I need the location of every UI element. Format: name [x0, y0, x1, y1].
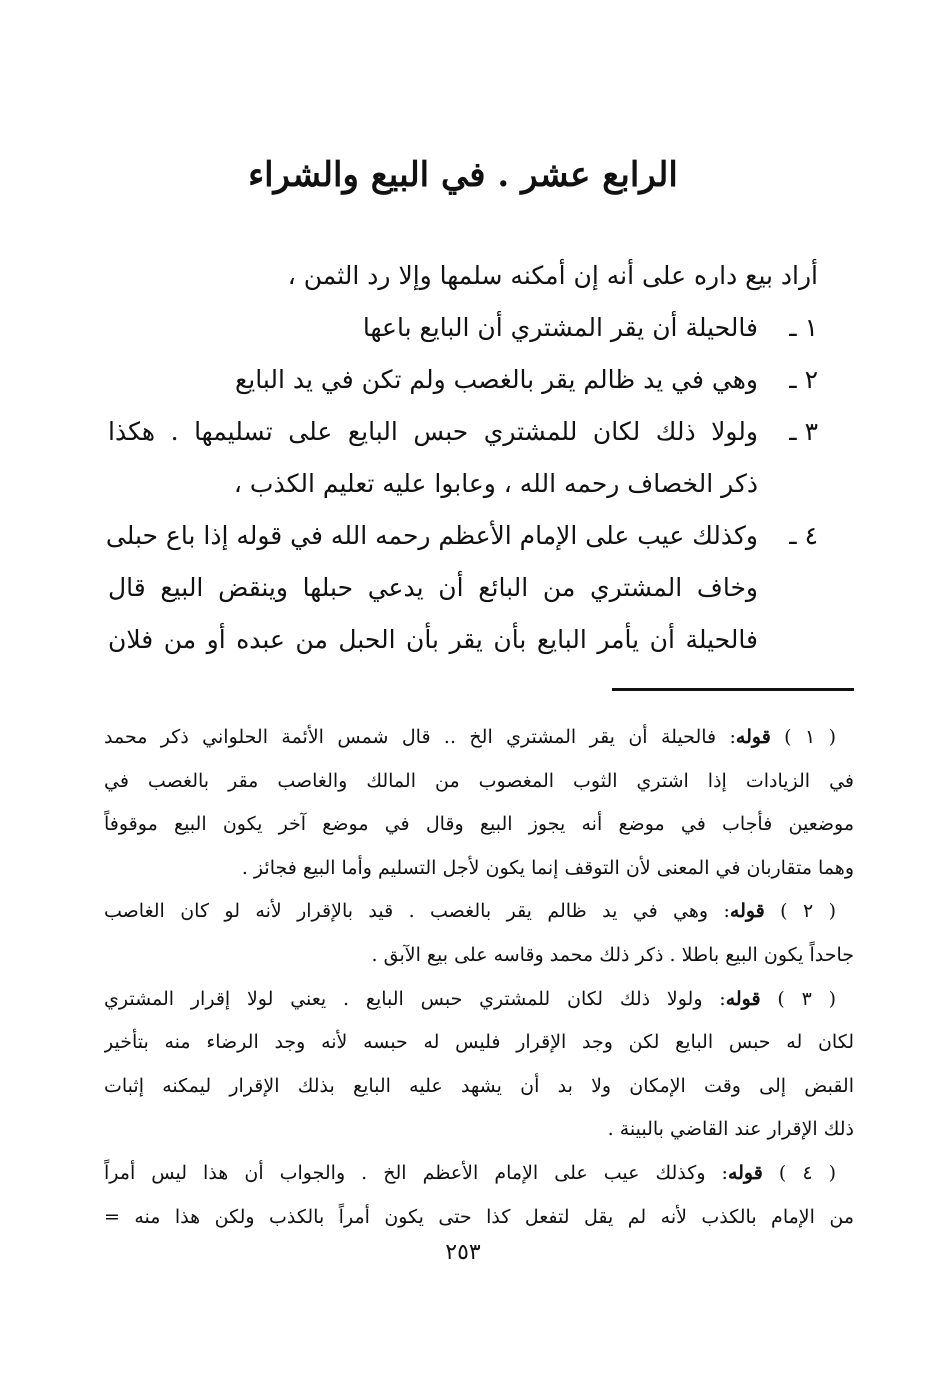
footnote-first-line [104, 978, 854, 1022]
footnote-line: جاحداً يكون البيع باطلا . ذكر ذلك محمد وقاسه على بيع الآبق . [371, 943, 854, 966]
footnote-number: ( ٣ ) [777, 987, 837, 1010]
footnote-label: قوله [727, 1161, 763, 1184]
footnote-label: قوله [735, 726, 771, 748]
footnote-first-line [104, 890, 854, 934]
item-line: فالحيلة أن يقر المشتري أن البايع باعها [362, 313, 758, 342]
list-item [105, 510, 818, 666]
footnote-line: لكان له حبس البايع لكن وجد الإقرار فليس له حبسه لأنه وجد الرضاء منه بتأخير [104, 1031, 854, 1054]
footnote-first-line [104, 716, 854, 760]
footnote-text: : وكذلك عيب على الإمام الأعظم الخ . والجواب أن هذا ليس أمراً [104, 1161, 728, 1184]
page-number: ٢٥٣ [445, 1240, 481, 1265]
item-line: ذكر الخصاف رحمه الله ، وعابوا عليه تعليم الكذب ، [233, 469, 758, 498]
item-line: فالحيلة أن يأمر البايع بأن يقر بأن الحبل من عبده أو من فلان [108, 625, 758, 654]
footnote [104, 978, 854, 1152]
footnote-text: : فالحيلة أن يقر المشتري الخ .. قال شمس الأئمة الحلواني ذكر محمد [104, 726, 736, 748]
item-line: وكذلك عيب على الإمام الأعظم رحمه الله في قوله إذا باع حبلى [105, 521, 758, 550]
footnote-first-line [104, 1152, 854, 1196]
footnote-text: : وهي في يد ظالم يقر بالغصب . قيد بالإقرار لأنه لو كان الغاصب [104, 900, 730, 923]
item-number: ٢ ـ [789, 365, 818, 394]
item-line: ولولا ذلك لكان للمشتري حبس البايع على تسليمها . هكذا [108, 417, 758, 446]
footnote-line: ذلك الإقرار عند القاضي بالبينة . [607, 1118, 854, 1141]
item-number: ٤ ـ [789, 521, 818, 550]
footnote-line: وهما متقاربان في المعنى لأن التوقف إنما يكون لأجل التسليم وأما البيع فجائز . [241, 856, 854, 879]
footnotes [104, 716, 854, 1239]
footnote [104, 1152, 854, 1239]
footnote-label: قوله [729, 900, 765, 923]
footnote-text: : ولولا ذلك لكان للمشتري حبس البايع . يعني لولا إقرار المشتري [104, 987, 726, 1010]
intro-line: أراد بيع داره على أنه إن أمكنه سلمها وإلا رد الثمن ، [287, 261, 818, 290]
footnote-line: القبض إلى وقت الإمكان ولا بد أن يشهد عليه البايع بذلك الإقرار ليمكنه إثبات [104, 1074, 854, 1097]
footnote [104, 716, 854, 890]
footnote-line: من الإمام بالكذب لأنه لم يقل لتفعل كذا حتى يكون أمراً بالكذب ولكن هذا منه = [104, 1205, 854, 1228]
item-line: وخاف المشتري من البائع أن يدعي حبلها وينقض البيع قال [108, 573, 758, 602]
chapter-title: الرابع عشر . في البيع والشراء [248, 155, 678, 195]
list-item [108, 354, 818, 406]
footnote-line: موضعين فأجاب في موضع أنه يجوز البيع وقال في موضع آخر يكون البيع موقوفاً [104, 813, 854, 836]
list-item [108, 406, 818, 510]
main-text [105, 250, 818, 666]
footnote-number: ( ٤ ) [778, 1161, 837, 1184]
item-number: ١ ـ [789, 313, 818, 342]
footnote [104, 890, 854, 977]
footnote-number: ( ١ ) [784, 726, 837, 748]
footnote-number: ( ٢ ) [780, 900, 837, 923]
footnote-label: قوله [725, 987, 761, 1010]
footnote-line: في الزيادات إذا اشتري الثوب المغصوب من المالك والغاصب مقر بالغصب في [104, 769, 854, 792]
item-line: وهي في يد ظالم يقر بالغصب ولم تكن في يد البايع [234, 365, 758, 394]
footnote-separator [612, 688, 854, 691]
item-number: ٣ ـ [789, 417, 818, 446]
list-item [108, 302, 818, 354]
